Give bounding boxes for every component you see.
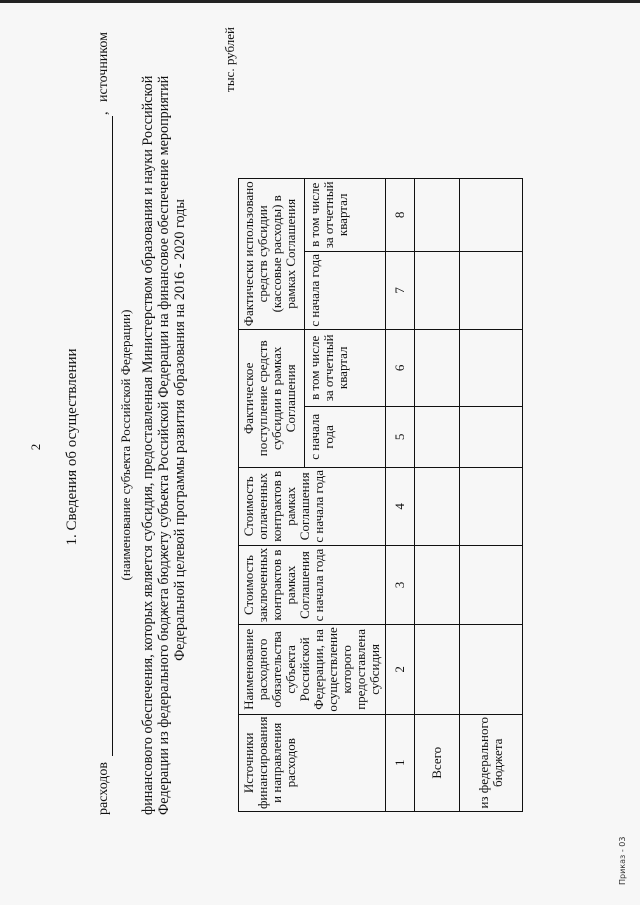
data-cell[interactable] — [415, 178, 460, 251]
row-label: Всего — [415, 714, 460, 811]
data-cell[interactable] — [460, 251, 523, 329]
data-cell[interactable] — [415, 251, 460, 329]
subheader-cell: с начала года — [305, 251, 386, 329]
data-cell[interactable] — [415, 467, 460, 545]
paragraph-line: Федерации из федерального бюджета бюджету субъекта Российской Федерации на финансовое обеспечение мероприятий — [156, 75, 172, 815]
header-group-cell: Фактически использовано средств субсидии (кассовые расходы) в рамках Соглашения — [239, 178, 305, 329]
column-number: 5 — [386, 406, 415, 467]
column-number: 4 — [386, 467, 415, 545]
header-cell: Стоимость заключенных контрактов в рамках Соглашения с начала года — [239, 545, 386, 624]
data-cell[interactable] — [460, 625, 523, 714]
source-label: источником — [96, 32, 111, 102]
subject-fill-line — [112, 116, 113, 756]
subject-caption: (наименование субъекта Российской Федерации) — [118, 309, 133, 581]
row-label: из федерального бюджета — [460, 714, 523, 811]
page-number: 2 — [28, 443, 43, 451]
header-cell: Источники финансирования и направления расходов — [239, 714, 386, 811]
subheader-cell: с начала года — [305, 406, 386, 467]
report-heading: 1. Сведения об осуществлении — [64, 348, 80, 546]
table-row — [415, 178, 460, 811]
column-number-row — [386, 178, 415, 811]
units-label: тыс. рублей — [222, 27, 237, 92]
header-cell: Наименование расходного обязательства субъекта Российской Федерации, на осуществление которого предоставлена субсидия — [239, 625, 386, 714]
table-header-row — [239, 178, 305, 811]
subsidy-table — [238, 178, 523, 812]
data-cell[interactable] — [460, 178, 523, 251]
description-paragraph — [140, 45, 188, 815]
subheader-cell: в том числе за отчетный квартал — [305, 329, 386, 406]
column-number: 3 — [386, 545, 415, 624]
column-number: 6 — [386, 329, 415, 406]
column-number: 7 — [386, 251, 415, 329]
expenses-label: расходов — [96, 761, 111, 815]
column-number: 8 — [386, 178, 415, 251]
order-stamp: Приказ - 03 — [618, 836, 627, 885]
data-cell[interactable] — [415, 545, 460, 624]
data-cell[interactable] — [460, 406, 523, 467]
column-number: 1 — [386, 714, 415, 811]
data-cell[interactable] — [460, 467, 523, 545]
table-row — [460, 178, 523, 811]
data-cell[interactable] — [415, 329, 460, 406]
paragraph-line: Федеральной целевой программы развития образования на 2016 - 2020 годы — [172, 199, 188, 661]
data-cell[interactable] — [415, 406, 460, 467]
line-comma: , — [96, 111, 111, 115]
paragraph-line: финансового обеспечения, которых является субсидия, предоставленная Министерством образования и науки Российской — [140, 75, 156, 815]
data-cell[interactable] — [460, 545, 523, 624]
header-group-cell: Фактическое поступление средств субсидии в рамках Соглашения — [239, 329, 305, 467]
data-cell[interactable] — [460, 329, 523, 406]
data-cell[interactable] — [415, 625, 460, 714]
column-number: 2 — [386, 625, 415, 714]
subheader-cell: в том числе за отчетный квартал — [305, 178, 386, 251]
header-cell: Стоимость оплаченных контрактов в рамках Соглашения с начала года — [239, 467, 386, 545]
expenses-line — [96, 15, 118, 815]
